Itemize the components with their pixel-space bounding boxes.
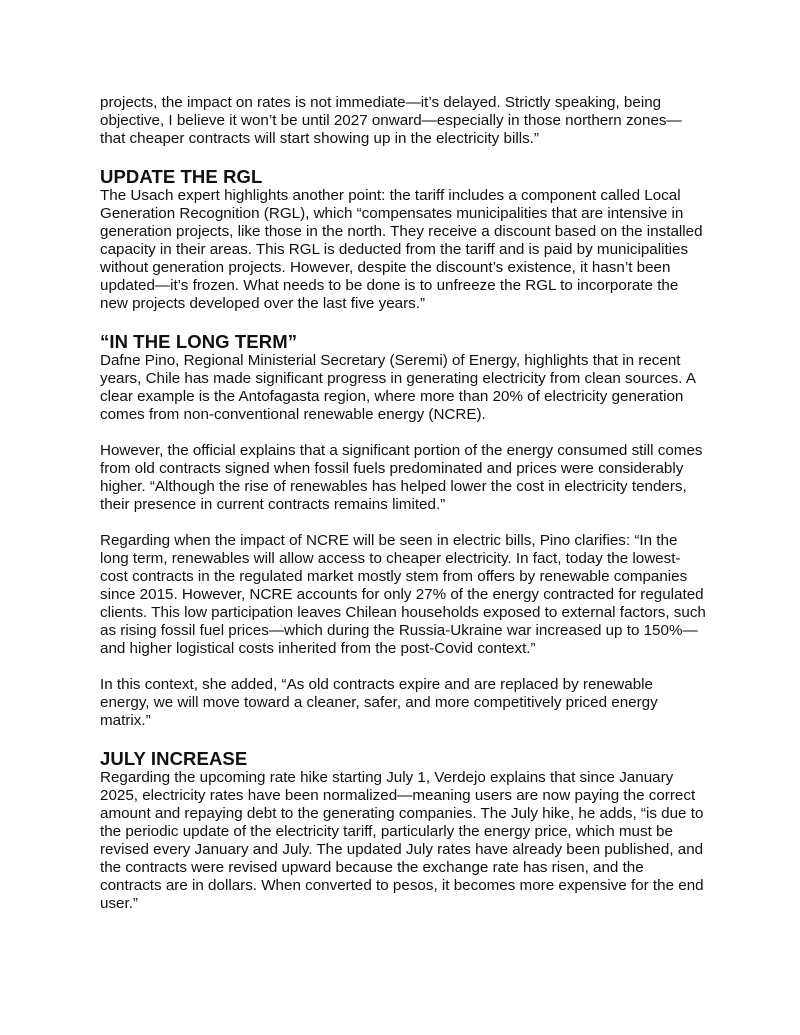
section-paragraph: Dafne Pino, Regional Ministerial Secretary (Seremi) of Energy, highlights that in recent years, Chile has made significant progress in generating electricity from clean sources. A clear example is the Antofagasta region, where more than 20% of electricity generation comes from non-conventional renewable energy (NCRE). (100, 352, 696, 423)
section-heading: “IN THE LONG TERM” (100, 331, 298, 352)
section-heading: UPDATE THE RGL (100, 166, 263, 187)
section-july-increase (100, 748, 706, 913)
intro-paragraph: projects, the impact on rates is not immediate—it’s delayed. Strictly speaking, being objective, I believe it won’t be until 2027 onward—especially in those northern zones—that cheaper contracts will start showing up in the electricity bills.” (100, 94, 682, 147)
section-paragraph: However, the official explains that a significant portion of the energy consumed still comes from old contracts signed when fossil fuels predominated and prices were considerably higher. “Although the rise of renewables has helped lower the cost in electricity tenders, their presence in current contracts remains limited.” (100, 442, 703, 513)
section-long-term (100, 331, 706, 730)
section-paragraph: Regarding the upcoming rate hike starting July 1, Verdejo explains that since January 2025, electricity rates have been normalized—meaning users are now paying the correct amount and repaying debt to the generating companies. The July hike, he adds, “is due to the periodic update of the electricity tariff, particularly the energy price, which must be revised every January and July. The updated July rates have already been published, and the contracts were revised upward because the exchange rate has risen, and the contracts are in dollars. When converted to pesos, it becomes more expensive for the end user.” (100, 769, 704, 912)
section-update-rgl (100, 166, 706, 313)
section-paragraph: Regarding when the impact of NCRE will be seen in electric bills, Pino clarifies: “In the long term, renewables will allow access to cheaper electricity. In fact, today the lowest-cost contracts in the regulated market mostly stem from offers by renewable companies since 2015. However, NCRE accounts for only 27% of the energy contracted for regulated clients. This low participation leaves Chilean households exposed to external factors, such as rising fossil fuel prices—which during the Russia-Ukraine war increased up to 150%—and higher logistical costs inherited from the post-Covid context.” (100, 532, 706, 657)
section-paragraph: The Usach expert highlights another point: the tariff includes a component called Local Generation Recognition (RGL), which “compensates municipalities that are intensive in generation projects, like those in the north. They receive a discount based on the installed capacity in their areas. This RGL is deducted from the tariff and is paid by municipalities without generation projects. However, despite the discount’s existence, it hasn’t been updated—it’s frozen. What needs to be done is to unfreeze the RGL to incorporate the new projects developed over the last five years.” (100, 187, 703, 312)
section-heading: JULY INCREASE (100, 748, 248, 769)
document-page (100, 94, 706, 913)
section-paragraph: In this context, she added, “As old contracts expire and are replaced by renewable energy, we will move toward a cleaner, safer, and more competitively priced energy matrix.” (100, 676, 658, 729)
